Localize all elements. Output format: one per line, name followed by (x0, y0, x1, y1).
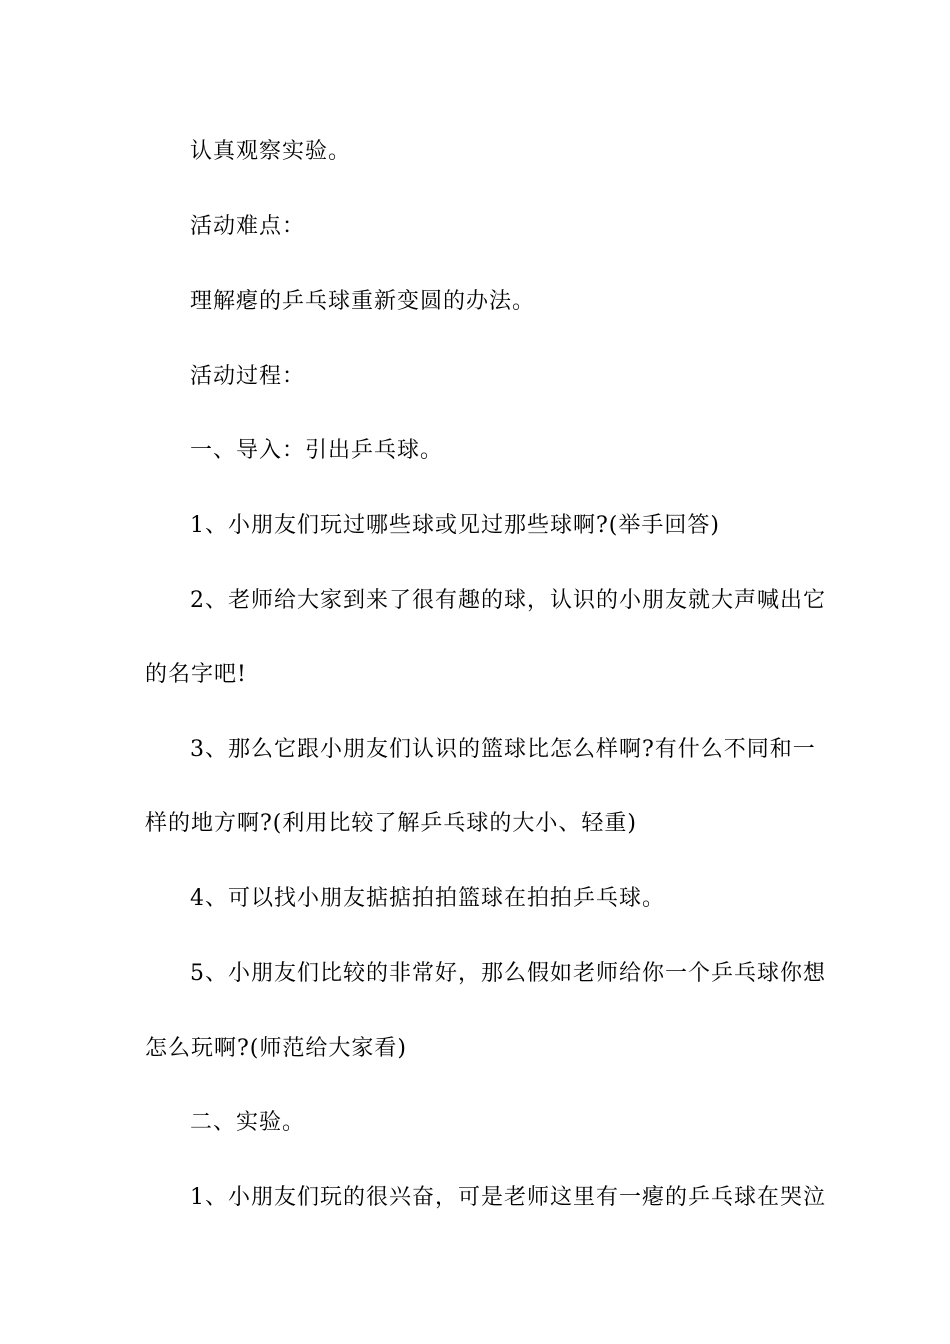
paragraph-line: 一、导入：引出乒乓球。 (190, 438, 444, 463)
paragraph-line: 1、小朋友们玩的很兴奋，可是老师这里有一瘪的乒乓球在哭泣 (190, 1185, 826, 1210)
paragraph-line: 认真观察实验。 (190, 139, 352, 164)
paragraph-line: 5、小朋友们比较的非常好，那么假如老师给你一个乒乓球你想 (190, 961, 826, 986)
paragraph-line: 二、实验。 (190, 1110, 306, 1135)
paragraph-line: 1、小朋友们玩过哪些球或见过那些球啊?(举手回答) (190, 513, 720, 538)
paragraph-line: 样的地方啊?(利用比较了解乒乓球的大小、轻重) (145, 811, 637, 836)
paragraph-line: 活动难点： (190, 214, 306, 239)
paragraph-line: 3、那么它跟小朋友们认识的篮球比怎么样啊?有什么不同和一 (190, 737, 816, 762)
paragraph-line: 怎么玩啊?(师范给大家看) (145, 1036, 407, 1061)
paragraph-line: 的名字吧! (145, 662, 247, 687)
paragraph-line: 活动过程： (190, 364, 306, 389)
paragraph-line: 理解瘪的乒乓球重新变圆的办法。 (190, 289, 536, 314)
paragraph-line: 2、老师给大家到来了很有趣的球，认识的小朋友就大声喊出它 (190, 588, 826, 613)
paragraph-line: 4、可以找小朋友掂掂拍拍篮球在拍拍乒乓球。 (190, 886, 665, 911)
